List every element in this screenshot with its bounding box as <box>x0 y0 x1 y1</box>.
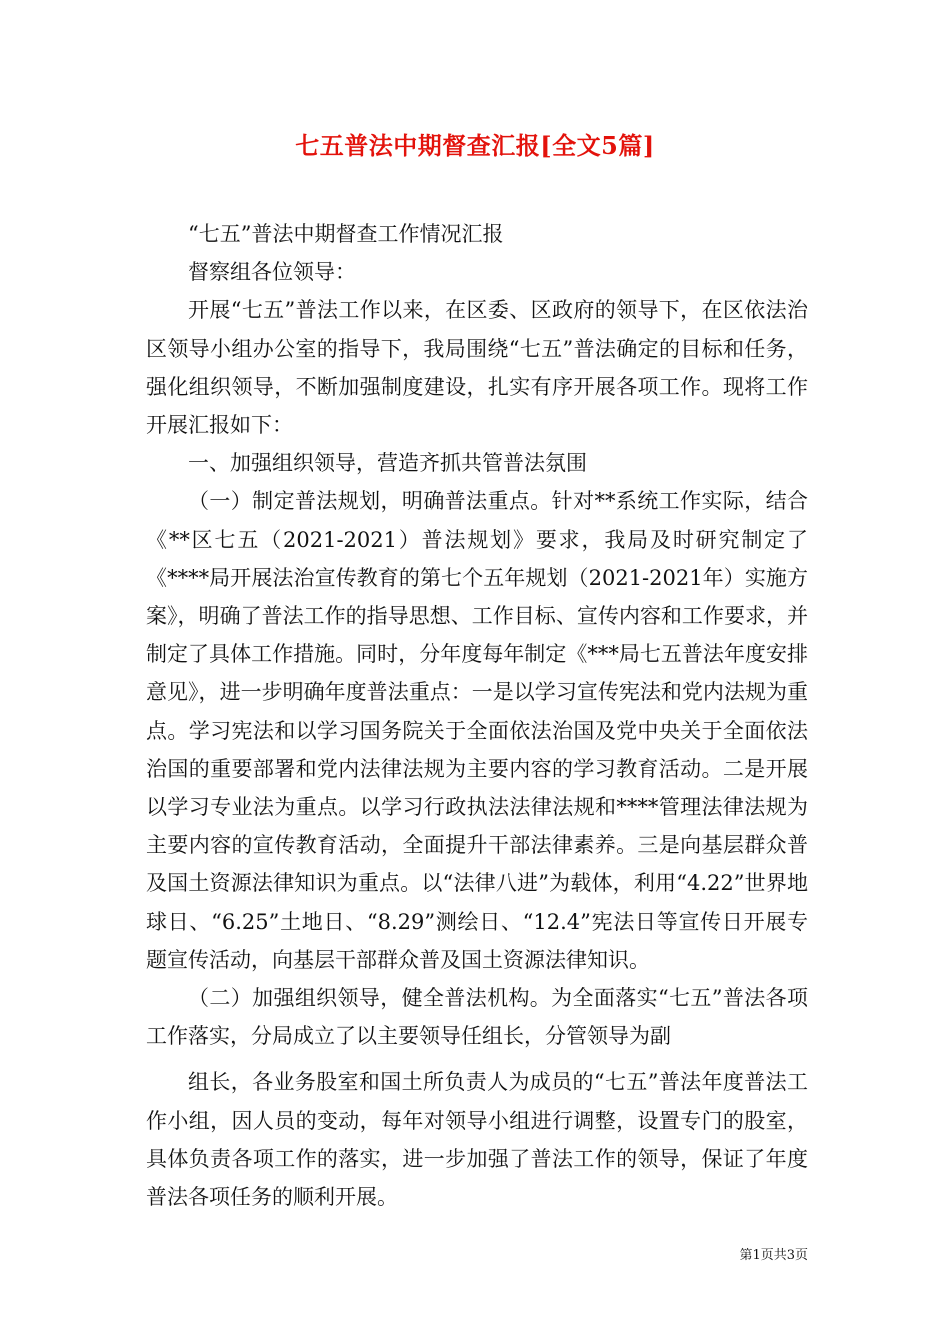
paragraph-planning: （一）制定普法规划，明确普法重点。针对**系统工作实际，结合《**区七五（2021-2021）普法规划》要求，我局及时研究制定了《****局开展法治宣传教育的第七个五年规划（2021-2021年）实施方案》，明确了普法工作的指导思想、工作目标、宣传内容和工作要求，并制定了具体工作措施。同时，分年度每年制定《***局七五普法年度安排意见》，进一步明确年度普法重点：一是以学习宣传宪法和党内法规为重点。学习宪法和以学习国务院关于全面依法治国及党中央关于全面依法治国的重要部署和党内法律法规为主要内容的学习教育活动。二是开展以学习专业法为重点。以学习行政执法法律法规和****管理法律法规为主要内容的宣传教育活动，全面提升干部法律素养。三是向基层群众普及国土资源法律知识为重点。以“法律八进”为载体，利用“4.22”世界地球日、“6.25”土地日、“8.29”测绘日、“12.4”宪法日等宣传日开展专题宣传活动，向基层干部群众普及国土资源法律知识。 <box>146 489 808 972</box>
document-title: 七五普法中期督查汇报[全文5篇] <box>295 131 655 160</box>
paragraph-organization: （二）加强组织领导，健全普法机构。为全面落实“七五”普法各项工作落实，分局成立了以主要领导任组长，分管领导为副 <box>146 986 808 1049</box>
salutation: 督察组各位领导： <box>188 260 356 285</box>
page-number: 第1页共3页 <box>739 1248 808 1263</box>
document-body <box>146 215 808 1216</box>
intro-paragraph: 开展“七五”普法工作以来，在区委、区政府的领导下，在区依法治区领导小组办公室的指导下，我局围绕“七五”普法确定的目标和任务，强化组织领导，不断加强制度建设，扎实有序开展各项工作。现将工作开展汇报如下： <box>146 298 808 438</box>
section-heading-1: 一、加强组织领导，营造齐抓共管普法氛围 <box>188 451 587 476</box>
report-heading: “七五”普法中期督查工作情况汇报 <box>188 222 504 246</box>
paragraph-organization-continued: 组长，各业务股室和国土所负责人为成员的“七五”普法年度普法工作小组，因人员的变动，每年对领导小组进行调整，设置专门的股室，具体负责各项工作的落实，进一步加强了普法工作的领导，保证了年度普法各项任务的顺利开展。 <box>146 1070 808 1210</box>
